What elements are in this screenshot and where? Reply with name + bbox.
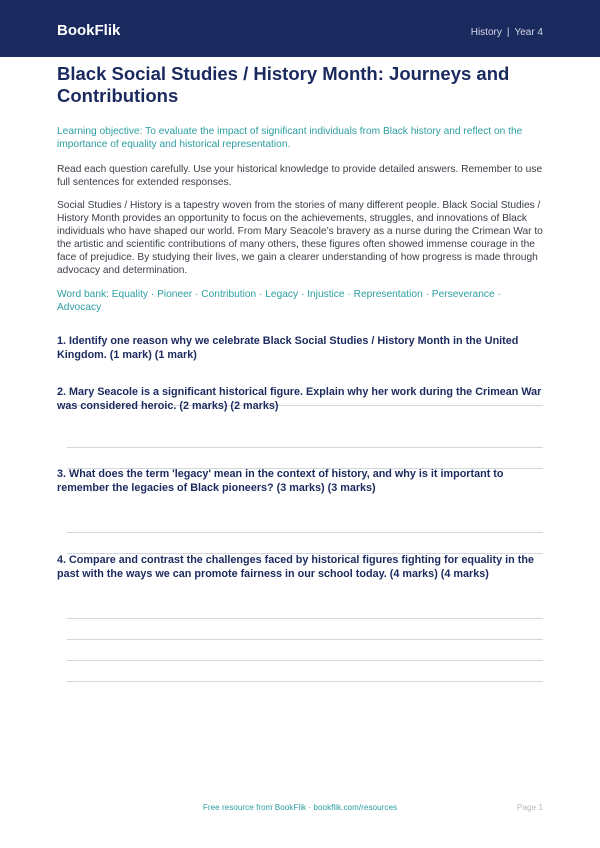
word-bank-word: · Injustice <box>298 289 344 300</box>
page-number: Page 1 <box>517 803 543 812</box>
answer-line[interactable] <box>67 448 543 469</box>
word-bank-word: · Advocacy <box>57 289 501 313</box>
answer-line[interactable] <box>67 593 543 619</box>
word-bank <box>57 288 543 314</box>
answer-line[interactable] <box>67 507 543 533</box>
word-bank-label: Word bank: <box>57 289 109 300</box>
answer-line[interactable] <box>67 425 543 448</box>
word-bank-word: · Legacy <box>256 289 298 300</box>
word-bank-word: · Pioneer <box>148 289 192 300</box>
answer-area[interactable] <box>57 593 543 682</box>
question-text: 2. Mary Seacole is a significant historical figure. Explain why her work during the Crimean War was considered heroic. (2 marks) (2 marks) <box>57 386 542 412</box>
question-2 <box>57 385 543 469</box>
year-label: Year 4 <box>514 27 543 38</box>
learning-objective: Learning objective: To evaluate the impact of significant individuals from Black history and reflect on the importance of equality and historical representation. <box>57 126 523 150</box>
subject-label: History <box>470 27 502 38</box>
subject-year-label: History | Year 4 <box>470 27 543 38</box>
question-text: 3. What does the term 'legacy' mean in the context of history, and why is it important to remember the legacies of Black pioneers? (3 marks) (3 marks) <box>57 468 504 494</box>
answer-line[interactable] <box>67 533 543 554</box>
word-bank-word: Equality <box>111 289 149 300</box>
worksheet-content <box>57 63 543 682</box>
instructions-text: Read each question carefully. Use your historical knowledge to provide detailed answers. Remember to use full sentences for extended responses. <box>57 164 543 188</box>
word-bank-words <box>57 289 501 313</box>
page-title: Black Social Studies / History Month: Journeys and Contributions <box>57 63 510 106</box>
word-bank-word: · Perseverance <box>423 289 495 300</box>
header-bar <box>0 0 600 57</box>
answer-line[interactable] <box>67 619 543 640</box>
brand-logo: BookFlik <box>57 22 121 39</box>
question-4 <box>57 553 543 682</box>
word-bank-word: · Representation <box>345 289 423 300</box>
intro-paragraph: Social Studies / History is a tapestry woven from the stories of many different people. Black Social Studies / History Month provides an opportunity to focus on the achievements, struggles, and innovations of Black individuals who have shaped our world. From Mary Seacole’s bravery as a nurse during the Crimean War to the artistic and scientific contributions of many others, these figures often showed immense courage in the face of prejudice. By studying their lives, we gain a clearer understanding of how progress is made through advocacy and determination. <box>57 200 543 276</box>
question-3 <box>57 467 543 554</box>
question-text: 1. Identify one reason why we celebrate Black Social Studies / History Month in the United Kingdom. (1 mark) (1 mark) <box>57 335 519 361</box>
word-bank-word: · Contribution <box>192 289 256 300</box>
question-text: 4. Compare and contrast the challenges faced by historical figures fighting for equality in the past with the ways we can promote fairness in our school today. (4 marks) (4 marks) <box>57 554 534 580</box>
answer-area[interactable] <box>57 507 543 554</box>
answer-area[interactable] <box>57 425 543 469</box>
footer-text: Free resource from BookFlik · bookflik.com/resources <box>202 803 398 812</box>
answer-line[interactable] <box>67 640 543 661</box>
answer-line[interactable] <box>67 661 543 682</box>
